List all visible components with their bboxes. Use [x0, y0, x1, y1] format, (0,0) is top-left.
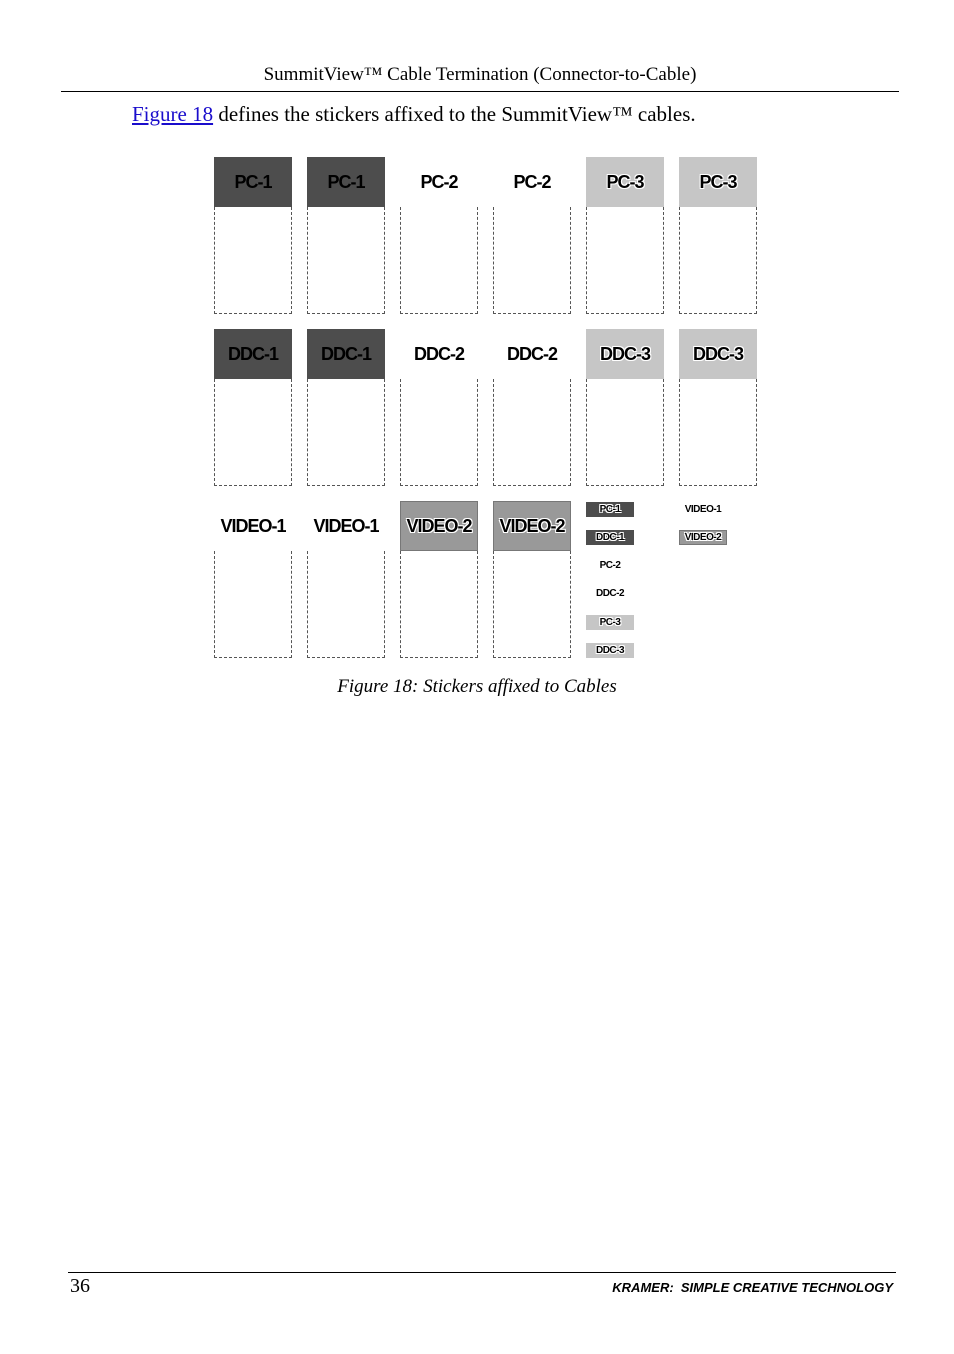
page-header-title: SummitView™ Cable Termination (Connector-to-Cable) — [263, 64, 697, 85]
sticker-tail — [307, 379, 385, 486]
mini-label-pc-1 — [586, 502, 634, 517]
sticker-label: VIDEO-1 — [220, 515, 286, 536]
sticker-label: DDC-2 — [506, 343, 557, 364]
sticker-tail — [400, 551, 478, 658]
sticker-tail — [493, 551, 571, 658]
sticker-ddc-1 — [307, 329, 385, 486]
mini-label-text: DDC-2 — [595, 588, 625, 599]
sticker-pc-2 — [493, 157, 571, 314]
sticker-tail — [679, 207, 757, 314]
sticker-label-box — [214, 329, 292, 379]
mini-label-text: PC-2 — [599, 560, 621, 571]
sticker-label-box — [493, 329, 571, 379]
sticker-label: PC-2 — [420, 171, 458, 192]
figure-caption: Figure 18: Stickers affixed to Cables — [337, 676, 617, 697]
figure-18-link[interactable]: Figure 18 — [132, 102, 214, 126]
sticker-label: PC-3 — [699, 171, 737, 192]
mini-label-ddc-2 — [586, 586, 634, 601]
sticker-tail — [214, 551, 292, 658]
sticker-pc-1 — [214, 157, 292, 314]
sticker-tail — [214, 379, 292, 486]
sticker-ddc-3 — [679, 329, 757, 486]
sticker-label-box — [679, 329, 757, 379]
sticker-label-box — [586, 157, 664, 207]
sticker-label: VIDEO-1 — [313, 515, 379, 536]
sticker-label: VIDEO-2 — [406, 515, 472, 536]
mini-label-text: PC-1 — [599, 504, 621, 515]
footer-divider — [68, 1272, 896, 1273]
intro-text: defines the stickers affixed to the SummitView™ cables. — [213, 102, 696, 126]
mini-label-video-1 — [679, 502, 727, 517]
sticker-video-1 — [214, 501, 292, 658]
sticker-video-2 — [400, 501, 478, 658]
mini-label-text: DDC-1 — [595, 532, 625, 543]
sticker-label-box — [493, 501, 571, 551]
sticker-tail — [214, 207, 292, 314]
sticker-label: DDC-1 — [227, 343, 278, 364]
sticker-ddc-3 — [586, 329, 664, 486]
sticker-pc-1 — [307, 157, 385, 314]
sticker-tail — [493, 207, 571, 314]
mini-label-pc-3 — [586, 615, 634, 630]
sticker-tail — [307, 207, 385, 314]
sticker-tail — [586, 207, 664, 314]
mini-label-video-2 — [679, 530, 727, 545]
sticker-label: PC-1 — [234, 171, 272, 192]
sticker-ddc-1 — [214, 329, 292, 486]
sticker-tail — [679, 379, 757, 486]
mini-label-text: PC-3 — [599, 617, 621, 628]
sticker-ddc-2 — [400, 329, 478, 486]
sticker-label-box — [400, 329, 478, 379]
sticker-label-box — [214, 157, 292, 207]
footer-brand: KRAMER: SIMPLE CREATIVE TECHNOLOGY — [612, 1280, 893, 1295]
sticker-label: DDC-2 — [413, 343, 464, 364]
sticker-label: VIDEO-2 — [499, 515, 565, 536]
sticker-label-box — [307, 329, 385, 379]
intro-paragraph — [132, 102, 696, 127]
header-divider — [61, 91, 899, 92]
sticker-label-box — [214, 501, 292, 551]
sticker-label-box — [307, 501, 385, 551]
sticker-label: DDC-3 — [692, 343, 743, 364]
mini-label-text: VIDEO-2 — [684, 532, 722, 543]
sticker-tail — [400, 207, 478, 314]
sticker-label: DDC-1 — [320, 343, 371, 364]
mini-label-pc-2 — [586, 558, 634, 573]
sticker-label: DDC-3 — [599, 343, 650, 364]
sticker-label-box — [307, 157, 385, 207]
sticker-label-box — [493, 157, 571, 207]
sticker-pc-3 — [586, 157, 664, 314]
sticker-label-box — [679, 157, 757, 207]
mini-label-text: VIDEO-1 — [684, 504, 722, 515]
sticker-video-1 — [307, 501, 385, 658]
sticker-label: PC-2 — [513, 171, 551, 192]
sticker-label: PC-1 — [327, 171, 365, 192]
sticker-label: PC-3 — [606, 171, 644, 192]
sticker-label-box — [586, 329, 664, 379]
mini-label-ddc-1 — [586, 530, 634, 545]
mini-label-text: DDC-3 — [595, 645, 625, 656]
sticker-tail — [400, 379, 478, 486]
sticker-label-box — [400, 501, 478, 551]
sticker-tail — [493, 379, 571, 486]
sticker-video-2 — [493, 501, 571, 658]
sticker-tail — [307, 551, 385, 658]
sticker-label-box — [400, 157, 478, 207]
sticker-tail — [586, 379, 664, 486]
sticker-ddc-2 — [493, 329, 571, 486]
page-number: 36 — [70, 1275, 90, 1297]
sticker-pc-2 — [400, 157, 478, 314]
sticker-pc-3 — [679, 157, 757, 314]
mini-label-ddc-3 — [586, 643, 634, 658]
